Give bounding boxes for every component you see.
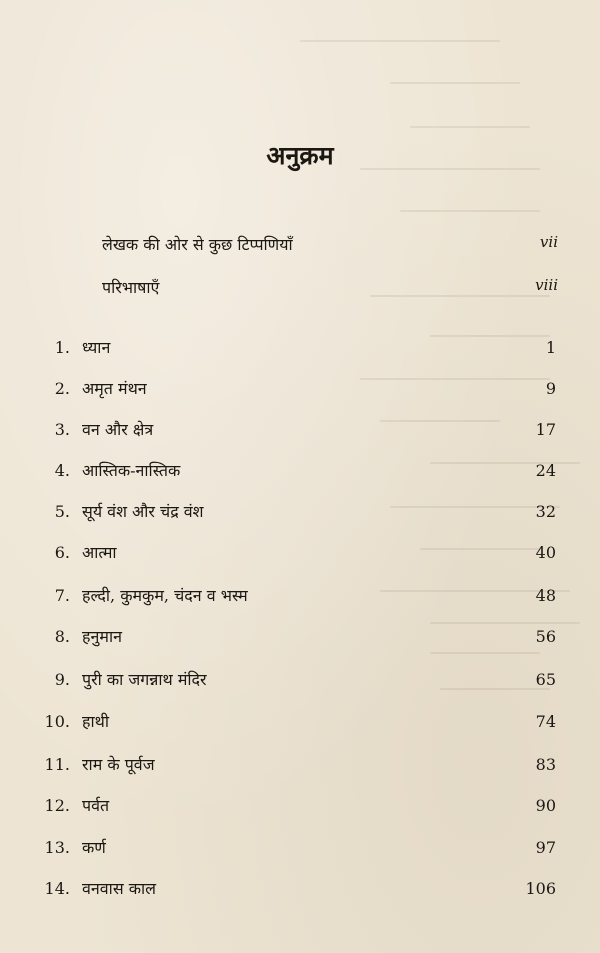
toc-entry-title: सूर्य वंश और चंद्र वंश <box>82 502 204 521</box>
toc-entry-number: 1. <box>54 338 70 357</box>
toc-entry <box>42 541 556 563</box>
toc-entry-page: 9 <box>545 379 556 398</box>
toc-prelim-label: लेखक की ओर से कुछ टिप्पणियाँ <box>102 235 293 254</box>
toc-entry-number: 3. <box>54 420 70 439</box>
toc-entry-number: 9. <box>54 670 70 689</box>
toc-prelim-label: परिभाषाएँ <box>102 278 160 297</box>
toc-entry-number: 2. <box>54 379 70 398</box>
toc-entry-page: 32 <box>535 502 556 521</box>
toc-entry-number: 14. <box>44 879 70 898</box>
toc-entry <box>42 418 556 440</box>
toc-entry <box>42 459 556 481</box>
toc-entry-title: वन और क्षेत्र <box>82 420 154 439</box>
toc-entry-page: 97 <box>535 838 556 857</box>
toc-entry <box>42 794 556 816</box>
toc-entry-page: 106 <box>525 879 556 898</box>
toc-entry-title: ध्यान <box>82 338 111 357</box>
toc-entry <box>42 500 556 522</box>
toc-entry <box>42 668 556 690</box>
toc-entry-title: पुरी का जगन्नाथ मंदिर <box>82 670 207 689</box>
toc-entry-title: वनवास काल <box>82 879 156 898</box>
toc-entry-number: 8. <box>54 627 70 646</box>
toc-prelim-item <box>102 233 558 255</box>
toc-entry <box>42 753 556 775</box>
toc-entry-number: 4. <box>54 461 70 480</box>
toc-entry-page: 83 <box>535 755 556 774</box>
toc-entry <box>42 877 556 899</box>
toc-entry <box>42 836 556 858</box>
toc-entry-page: 48 <box>535 586 556 605</box>
toc-entry-number: 6. <box>54 543 70 562</box>
toc-prelim-page: vii <box>539 233 558 251</box>
toc-entry-number: 11. <box>44 755 70 774</box>
toc-entry-page: 24 <box>535 461 556 480</box>
toc-entry <box>42 584 556 606</box>
toc-entry-page: 65 <box>535 670 556 689</box>
toc-entry-number: 5. <box>54 502 70 521</box>
toc-entry <box>42 377 556 399</box>
toc-entry-number: 7. <box>54 586 70 605</box>
toc-entry-page: 40 <box>535 543 556 562</box>
toc-entry <box>42 625 556 647</box>
toc-entry-title: हल्दी, कुमकुम, चंदन व भस्म <box>82 586 248 605</box>
toc-entry-title: आत्मा <box>82 543 117 562</box>
toc-entry <box>42 710 556 732</box>
toc-entry-number: 13. <box>44 838 70 857</box>
toc-entry-page: 56 <box>535 627 556 646</box>
toc-entry-title: हाथी <box>82 712 110 731</box>
toc-entry-title: आस्तिक-नास्तिक <box>82 461 181 480</box>
toc-entry-page: 1 <box>545 338 556 357</box>
toc-entry-title: कर्ण <box>82 838 106 857</box>
toc-prelim-item <box>102 276 558 298</box>
toc-entry-number: 10. <box>44 712 70 731</box>
toc-entry-number: 12. <box>44 796 70 815</box>
page-title: अनुक्रम <box>266 141 334 170</box>
toc-entry-page: 17 <box>535 420 556 439</box>
toc-entry <box>42 336 556 358</box>
toc-entry-page: 90 <box>535 796 556 815</box>
toc-entry-title: पर्वत <box>82 796 110 815</box>
toc-prelim-page: viii <box>535 276 558 294</box>
toc-entry-title: हनुमान <box>82 627 122 646</box>
toc-entry-title: राम के पूर्वज <box>82 755 155 774</box>
toc-entry-title: अमृत मंथन <box>82 379 147 398</box>
toc-entry-page: 74 <box>535 712 556 731</box>
